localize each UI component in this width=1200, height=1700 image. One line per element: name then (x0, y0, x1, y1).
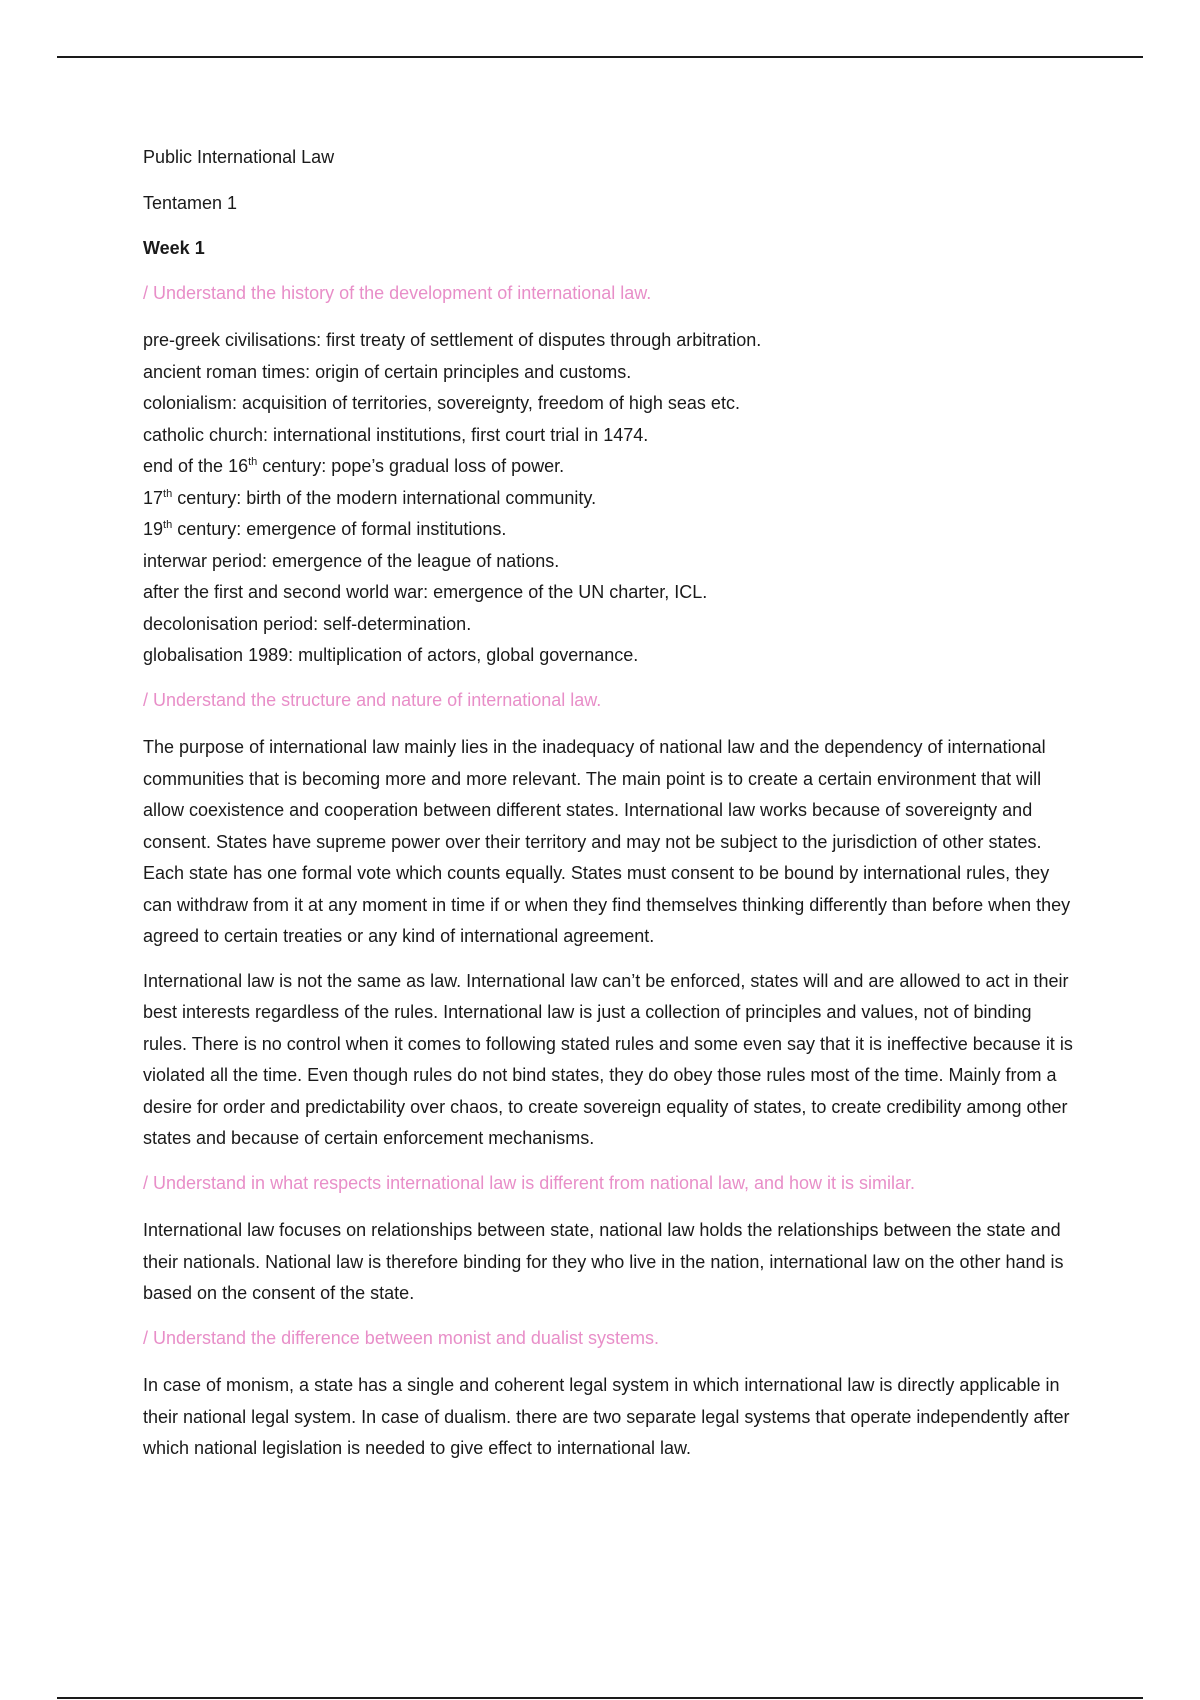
history-item (143, 546, 1073, 578)
history-item-text: 19 (143, 519, 164, 539)
history-item-text: globalisation 1989: multiplication of actors, global governance. (143, 645, 639, 665)
paragraph-purpose: The purpose of international law mainly lies in the inadequacy of national law and the dependency of international communities that is becoming more and more relevant. The main point is to create a certain environment that will allow coexistence and cooperation between different states. International law works because of sovereignty and consent. States have supreme power over their territory and may not be subject to the jurisdiction of other states. Each state has one formal vote which counts equally. States must consent to be bound by international rules, they can withdraw from it at any moment in time if or when they find themselves thinking differently than before when they agreed to certain treaties or any kind of international agreement. (143, 737, 1071, 946)
history-item-text-continued: century: pope’s gradual loss of power. (257, 456, 565, 476)
history-item (143, 609, 1073, 641)
exam-label: Tentamen 1 (143, 192, 238, 213)
paragraph-enforcement: International law is not the same as law. International law can’t be enforced, states will and are allowed to act in their best interests regardless of the rules. International law is just a collection of principles and values, not of binding rules. There is no control when it comes to following stated rules and some even say that it is ineffective because it is violated all the time. Even though rules do not bind states, they do obey those rules most of the time. Mainly from a desire for order and predictability over chaos, to create sovereign equality of states, to create credibility among other states and because of certain enforcement mechanisms. (143, 970, 1073, 1148)
document-page (143, 142, 1073, 1478)
history-item (143, 420, 1073, 452)
history-item (143, 640, 1073, 672)
paragraph-comparison: International law focuses on relationships between state, national law holds the relationships between the state and their nationals. National law is therefore binding for they who live in the nation, international law on the other hand is based on the consent of the state. (143, 1220, 1064, 1303)
history-item-text-continued: century: emergence of formal institutions. (172, 519, 507, 539)
history-item-text: after the first and second world war: emergence of the UN charter, ICL. (143, 582, 708, 602)
history-item-text: catholic church: international institutions, first court trial in 1474. (143, 424, 649, 445)
paragraph-monism-dualism: In case of monism, a state has a single and coherent legal system in which international law is directly applicable in their national legal system. In case of dualism. there are two separate legal systems that operate independently after which national legislation is needed to give effect to international law. (143, 1375, 1070, 1458)
week-heading: Week 1 (143, 238, 205, 258)
ordinal-suffix: th (163, 519, 173, 531)
history-item-text: interwar period: emergence of the league of nations. (143, 550, 560, 571)
history-item (143, 483, 1073, 515)
history-timeline-list (143, 325, 1073, 672)
history-item (143, 325, 1073, 357)
ordinal-suffix: th (248, 456, 258, 468)
history-item-text: 17 (143, 487, 164, 508)
history-item (143, 577, 1073, 609)
learning-objective-comparison: / Understand in what respects international law is different from national law, and how it is similar. (143, 1172, 916, 1193)
history-item-text: colonialism: acquisition of territories, sovereignty, freedom of high seas etc. (143, 393, 740, 413)
history-item-text: end of the 16 (143, 456, 249, 476)
history-item-text: pre-greek civilisations: first treaty of settlement of disputes through arbitration. (143, 330, 762, 350)
learning-objective-history: / Understand the history of the development of international law. (143, 282, 652, 303)
course-title: Public International Law (143, 147, 335, 167)
history-item (143, 388, 1073, 420)
learning-objective-monism-dualism: / Understand the difference between monist and dualist systems. (143, 1327, 659, 1348)
history-item-text-continued: century: birth of the modern international community. (172, 487, 597, 508)
top-page-rule (57, 56, 1143, 58)
history-item (143, 514, 1073, 546)
history-item (143, 451, 1073, 483)
bottom-page-rule (57, 1697, 1143, 1699)
history-item-text: ancient roman times: origin of certain principles and customs. (143, 361, 632, 382)
history-item-text: decolonisation period: self-determination. (143, 613, 472, 634)
history-item (143, 357, 1073, 389)
learning-objective-structure: / Understand the structure and nature of international law. (143, 689, 602, 710)
ordinal-suffix: th (163, 487, 173, 500)
